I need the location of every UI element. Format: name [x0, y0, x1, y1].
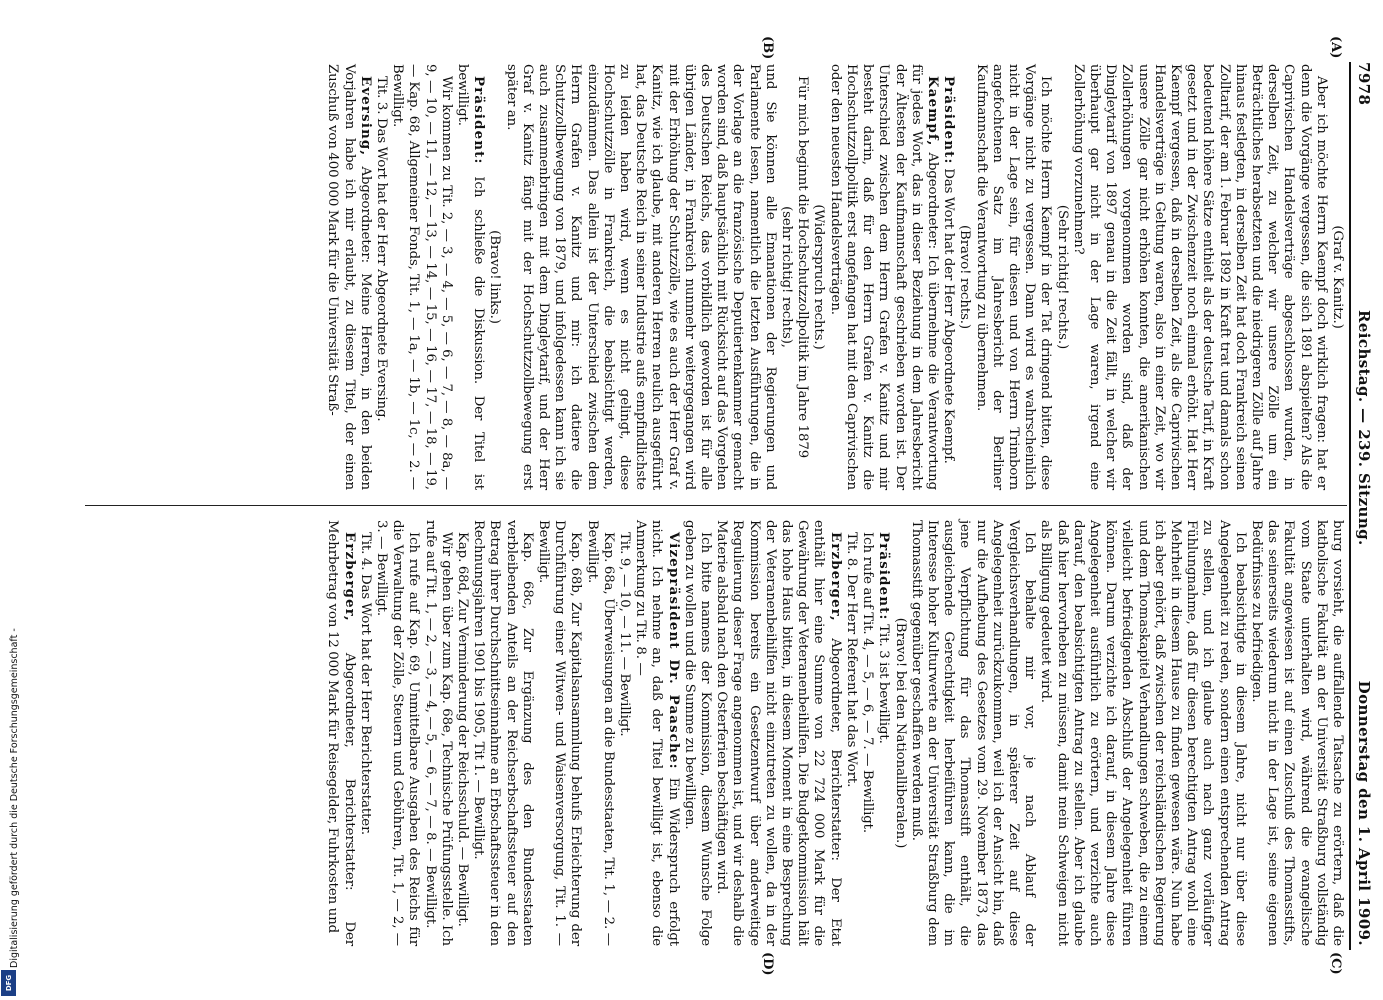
paragraph: Ich rufe auf Kap. 69, Unmittelbare Ausgaben des Reichs für die Verwaltung der Zölle, Steuern und Gebühren, Tit. 1, — 2, — 3. — Bewilligt. [374, 520, 422, 946]
speech-text: Abgeordneter: Meine Herren, in den beiden Vorjahren habe ich mir erlaubt, zu diesem Titel, der einen Zuschuß von 400 000 Mark für die Universität Straß- [325, 64, 373, 490]
right-column [324, 520, 1345, 946]
speaker-name: Präsident: [876, 532, 892, 621]
speech-text: Abgeordneter, Berichterstatter: Der Mehrbetrag von 12 000 Mark für Reisegelder, Fuhrkosten und [325, 520, 357, 946]
header-rule [1349, 62, 1351, 950]
margin-letter-b: (B) [760, 36, 775, 60]
paragraph: Tit. 3. Das Wort hat der Herr Abgeordnete Eversing. [374, 76, 390, 422]
paragraph [324, 520, 356, 946]
left-column [324, 64, 1345, 490]
speech-text: Abgeordneter, Berichterstatter: Der Etat enthält hier eine Summe von 22 724 000 Mark für die Gewährung der Veteranenbeihilfen. Die Budgetkommission hält das hohe Haus bitten, in diesem Moment in eine Besprechung der Veteranenbeihilfen nicht einzutreten zu wollen, da in der Kommission bereits ein Gesetzentwurf über anderweitige Regulierung dieser Frage angenommen ist, und wir deshalb die Materie alsbald nach den Osterferien beschäftigen wird. [714, 520, 843, 946]
speaker-continuation: (Graf v. Kanitz.) [1330, 225, 1345, 329]
interjection: (sehr richtig! rechts), [779, 206, 795, 348]
speech-text: Ein Widerspruch erfolgt nicht. Ich nehme an, daß der Titel bewilligt ist, ebenso die Anmerkung zu Tit. 8. — [633, 520, 681, 946]
paragraph: Tit. 4. Das Wort hat der Herr Berichterstatter. [357, 532, 373, 835]
column-divider [85, 505, 1347, 506]
interjection: (Bravo! bei den Nationalliberalen.) [892, 617, 908, 849]
scanned-page [85, 36, 1375, 976]
speech-text: Das Wort hat der Herr Abgeordnete Kaempf. [941, 168, 957, 464]
interjection: (Bravo! rechts.) [957, 224, 973, 330]
paragraph: Wir gehen über zum Kap. 68e, Technische Prüfungsstelle. Ich rufe auf Tit. 1, — 2, — 3, — 4, — 5, — 6, — 7, — 8. — Bewilligt. [422, 520, 454, 946]
paragraph [940, 64, 956, 490]
speaker-name: Kaempf, [924, 76, 940, 147]
paragraph: Ich rufe auf Tit. 4, — 5, — 6, — 7. — Bewilligt. [860, 532, 876, 834]
paragraph: Tit. 9, — 10, — 11. — Bewilligt. [617, 532, 633, 737]
page-title: Reichstag. — 239. Sitzung. [1355, 310, 1373, 546]
paragraph: Ich behalte mir vor, je nach Ablauf der Vergleichsverhandlungen, in späterer Zeit auf diese Angelegenheit zurückzukommen, weil ich der Ansicht bin, daß nur die Aufhebung des Gesetzes vom 29. November 1873, das jene Verpflichtung für das Thomasstift enthält, die ausgleichende Gerechtigkeit herbeiführen kann, die im Interesse hoher Kulturwerte an der Universität Straßburg dem Thomasstift gegenüber geschaffen werden muß. [908, 520, 1038, 946]
margin-letter-a: (A) [1328, 36, 1343, 59]
paragraph [827, 64, 940, 490]
speech-text: Abgeordneter: Ich übernehme die Verantwortung für jedes Wort, das in dieser Beziehung in dem Jahresbericht der Ältesten der Kaufmannschaft geschrieben worden ist. Der Unterschied zwischen dem Herrn Grafen v. Kanitz und mir besteht darin, daß für den Herrn Grafen v. Kanitz die Hochschutzzollpolitik erst angefangen hat mit den Caprivischen oder den neuesten Handelsverträgen. [827, 64, 940, 490]
paragraph [324, 64, 373, 490]
paragraph: und Sie können alle Emanationen der Regierungen und Parlamente lesen, namentlich die letzten Ausführungen, die in der Vorlage an die französische Deputiertenkammer gemacht worden sind, daß hauptsächlich mit Rücksicht auf das Vorgehen des Deutschen Reichs, das vorbildlich geworden ist für alle übrigen Länder, in Frankreich nunmehr weitergegangen wird mit der Erhöhung der Schutzzölle, wie es auch der Herr Graf v. Kanitz, wie ich glaube, mit anderen Herren neulich ausgeführt hat, das Deutsche Reich in seiner Industrie aufs empfindlichste zu leiden haben wird, wenn es nicht gelingt, diese Hochschutzzölle in Frankreich, die beabsichtigt werden, einzudämmen. Das allein ist der Unterschied zwischen dem Herrn Grafen v. Kanitz und mir: ich datiere die Schutzzollbewegung von 1879, und infolgedessen kann ich sie auch zusammenbringen mit dem Dingleytarif, und der Herr Graf v. Kanitz fängt mit der Hochschutzzollbewegung erst später an. [503, 64, 778, 490]
speaker-name: Präsident: [471, 76, 487, 165]
paragraph: Ich beabsichtigte in diesem Jahre, nicht nur über diese Angelegenheit zu reden, sondern einen entsprechenden Antrag zu stellen, und ich glaube auch nach ganz vorläufiger Fühlungnahme, daß für diesen berechtigten Antrag wohl eine Mehrheit in diesem Hause zu finden gewesen wäre. Nun habe ich aber gehört, daß zwischen der reichsländischen Regierung und dem Thomaskapitel Verhandlungen schweben, die zu einem vielleicht befriedigenden Abschluß der Angelegenheit führen können. Darum verzichte ich darauf, in diesem Jahre diese Angelegenheit ausführlich zu erörtern, und verzichte auch darauf, den beabsichtigten Antrag zu stellen. Aber ich glaube daß hier hervorheben zu müssen, damit mein Schweigen nicht als Billigung gedeutet wird. [1038, 520, 1248, 946]
paragraph: Kap. 68a, Überweisungen an die Bundesstaaten, Tit. 1, — 2. — Bewilligt. [584, 520, 616, 946]
interjection: (Widerspruch rechts.) [811, 204, 827, 350]
paragraph [713, 520, 843, 946]
speaker-name: Präsident: [941, 76, 957, 165]
paragraph: Kap. 68c, Zur Ergänzung des den Bundesstaaten verbleibenden Anteils an der Reichserbschaftssteuer auf den Betrag ihrer Durchschnittseinnahme an Erbschaftssteuer in den Rechnungsjahren 1901 bis 1905, Tit 1. — Bewilligt. [471, 520, 535, 946]
paragraph: Ich bitte namens der Kommission, diesem Wunsche Folge geben zu wollen und die Summe zu bewilligen. [681, 520, 714, 946]
speaker-name: Erzberger, [341, 532, 357, 622]
dfg-logo [1, 970, 16, 996]
interjection: (Sehr richtig! rechts.) [1054, 204, 1070, 350]
paragraph: Ich möchte Herrn Kaempf in der Tat dringend bitten, diese Vorgänge nicht zu vergessen. Dann wird es wahrscheinlich nicht in der Lage sein, für diesen und von Herrn Trimborn angefochtenen Satz im Jahresbericht der Berliner Kaufmannschaft die Verantwortung zu übernehmen. [973, 64, 1054, 490]
paragraph: burg vorsieht, die auffallende Tatsache zu erörtern, daß die katholische Fakultät an der Universität Straßburg vollständig vom Staate unterhalten wird, während die evangelische Fakultät angewiesen ist auf einen Zuschuß des Thomasstifts, das seinerseits wiederum nicht in der Lage ist, seine eigenen Bedürfnisse zu befriedigen. [1248, 520, 1345, 946]
digitization-credit [0, 0, 18, 1000]
credit-text: Digitalisierung gefördert durch die Deutsche Forschungsgemeinschaft - [9, 628, 20, 968]
page-date: Donnerstag den 1. April 1909. [1355, 680, 1373, 946]
paragraph [454, 64, 486, 490]
speaker-name: Erzberger, [827, 532, 843, 622]
paragraph: Aber ich möchte Herrn Kaempf doch wirklich fragen: hat er denn die Vorgänge vergessen, die sich 1891 abspielten? Als die Caprivischen Handelsverträge abgeschlossen wurden, in derselben Zeit, zu welcher wir unsere Zölle um ein Beträchtliches herabsetzten und die niedrigeren Zölle auf Jahre hinaus festlegten, in derselben Zeit hat doch Frankreich seinen Zolltarif, der am 1. Februar 1892 in Kraft trat und damals schon bedeutend höhere Sätze enthielt als der deutsche Tarif, in Kraft gesetzt und in der Zwischenzeit noch einmal erhöht. Hat Herr Kaempf vergessen, daß in derselben Zeit, als die Caprivischen Handelsverträge in Geltung waren, also in einer Zeit, wo wir unsere Zölle gar nicht erhöhen konnten, die amerikanischen Zollerhöhungen vorgenommen worden sind, daß der Dingleytarif von 1897 genau in die Zeit fällt, in welcher wir überhaupt gar nicht in der Lage waren, irgend eine Zollerhöhung vorzunehmen? [1070, 64, 1329, 490]
paragraph: Für mich beginnt die Hochschutzzollpolitik im Jahre 1879 [795, 76, 811, 459]
interjection: (Bravo! links.) [487, 230, 503, 324]
paragraph [875, 520, 891, 946]
paragraph [632, 520, 681, 946]
dfg-logo-text: DFG [4, 974, 13, 992]
speech-text: Ich schließe die Diskussion. Der Titel ist bewilligt. [455, 64, 487, 490]
paragraph: Wir kommen zu Tit. 2, — 3, — 4, — 5, — 6, — 7, — 8, — 8a, — 9, — 10, — 11, — 12, — 13, — 14, — 15, — 16, — 17, — 18, — 19, — Kap. 68, Allgemeiner Fonds, Tit. 1, — 1a, — 1b, — 1c, — 2. — Bewilligt. [390, 64, 454, 490]
margin-letter-c: (C) [1328, 952, 1343, 975]
paragraph: Kap. 68b, Zur Kapitalsansammlung behufs Erleichterung der Durchführung einer Witwen- und Waisenversorgung, Tit. 1. — Bewilligt. [536, 520, 584, 946]
speaker-name: Eversing, [357, 76, 373, 157]
speaker-name: Vizepräsident Dr. Paasche: [665, 532, 681, 770]
speech-text: Tit. 3 ist bewilligt. [876, 624, 892, 744]
page-number: 7978 [1355, 62, 1373, 106]
running-head [1353, 62, 1375, 950]
margin-letter-d: (D) [760, 952, 775, 976]
paragraph: Tit. 8. Der Herr Referent hat das Wort. [843, 532, 859, 788]
paragraph: Kap. 68d, Zur Verminderung der Reichsschuld. — Bewilligt. [455, 532, 471, 927]
